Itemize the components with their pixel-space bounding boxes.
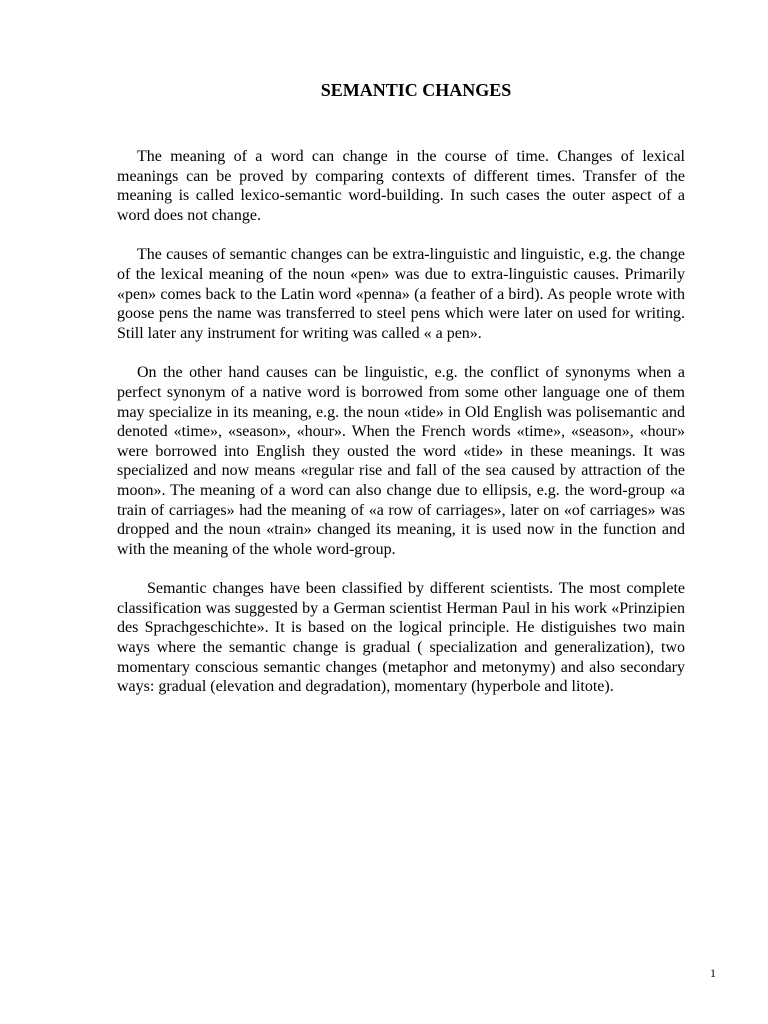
paragraph-4: Semantic changes have been classified by different scientists. The most complete classification was suggested by a German scientist Herman Paul in his work «Prinzipien des Sprachgeschichte». It is based on the logical principle. He distiguishes two main ways where the semantic change is gradual ( specialization and generalization), two momentary conscious semantic changes (metaphor and metonymy) and also secondary ways: gradual (elevation and degradation), momentary (hyperbole and litote). [117,580,685,696]
document-body [117,147,685,717]
paragraph-1: The meaning of a word can change in the course of time. Changes of lexical meanings can be proved by comparing contexts of different times. Transfer of the meaning is called lexico-semantic word-building. In such cases the outer aspect of a word does not change. [117,148,685,224]
paragraph-3: On the other hand causes can be linguistic, e.g. the conflict of synonyms when a perfect synonym of a native word is borrowed from some other language one of them may specialize in its meaning, e.g. the noun «tide» in Old English was polisemantic and denoted «time», «season», «hour». When the French words «time», «season», «hour» were borrowed into English they ousted the word «tide» in these meanings. It was specialized and now means «regular rise and fall of the sea caused by attraction of the moon». The meaning of a word can also change due to ellipsis, e.g. the word-group «a train of carriages» had the meaning of «a row of carriages», later on «of carriages» was dropped and the noun «train» changed its meaning, it is used now in the function and with the meaning of the whole word-group. [117,364,685,558]
paragraph-2: The causes of semantic changes can be extra-linguistic and linguistic, e.g. the change of the lexical meaning of the noun «pen» was due to extra-linguistic causes. Primarily «pen» comes back to the Latin word «penna» (a feather of a bird). As people wrote with goose pens the name was transferred to steel pens which were later on used for writing. Still later any instrument for writing was called « a pen». [117,246,685,342]
page-title: SEMANTIC CHANGES [320,80,512,100]
page-number: 1 [710,966,716,980]
